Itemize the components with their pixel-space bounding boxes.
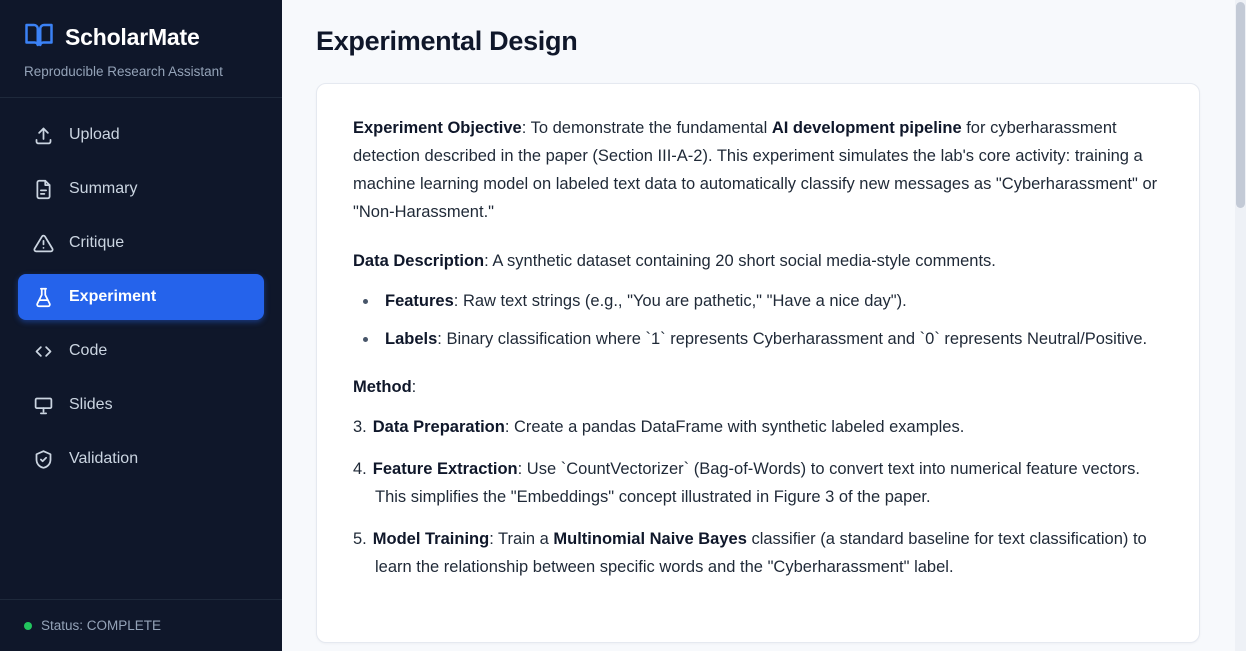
vertical-scrollbar[interactable] [1235,0,1246,651]
sidebar-item-validation[interactable] [18,436,264,482]
brand-subtitle: Reproducible Research Assistant [24,64,223,79]
step-text-before: : Train a [489,530,554,548]
experiment-objective-highlight: AI development pipeline [771,119,962,137]
document-icon [32,178,54,200]
page-title: Experimental Design [316,26,578,56]
bullet-label: Features [385,292,454,310]
book-icon [24,20,54,55]
step-number: 3. [353,418,367,436]
bullet-text: : Raw text strings (e.g., "You are pathetic," "Have a nice day"). [453,292,907,310]
code-brackets-icon [32,340,54,362]
sidebar-item-code[interactable] [18,328,264,374]
experiment-objective-paragraph [353,114,1163,226]
step-label: Model Training [372,530,490,548]
data-description-paragraph [353,247,1163,275]
status-dot-icon [24,622,32,630]
sidebar [0,0,282,651]
sidebar-item-upload[interactable] [18,112,264,158]
step-text-after: classifier (a standard baseline for text classification) to learn the relationship between specific words and the "Cyberharassment" label. [375,530,1147,576]
data-description-label: Data Description [353,252,485,270]
flask-icon [32,286,54,308]
sidebar-item-label: Validation [69,450,139,467]
step-text: : Use `CountVectorizer` (Bag-of-Words) to convert text into numerical feature vectors. This simplifies the "Embeddings" concept illustrated in Figure 3 of the paper. [375,460,1140,506]
upload-icon [32,124,54,146]
list-item [353,413,1163,441]
sidebar-item-critique[interactable] [18,220,264,266]
scrollbar-thumb[interactable] [1236,2,1245,208]
status-label: Status: COMPLETE [41,618,162,633]
sidebar-item-experiment[interactable] [18,274,264,320]
sidebar-item-slides[interactable] [18,382,264,428]
step-number: 5. [353,530,367,548]
sidebar-item-label: Summary [69,180,138,197]
method-step-list [353,413,1163,581]
experiment-objective-text-1: : To demonstrate the fundamental [521,119,772,137]
list-item [379,325,1163,353]
data-bullet-list [353,287,1163,353]
list-item [379,287,1163,315]
sidebar-item-label: Slides [69,396,113,413]
sidebar-item-summary[interactable] [18,166,264,212]
presentation-icon [32,394,54,416]
step-emphasis: Multinomial Naive Bayes [553,530,747,548]
brand-title: ScholarMate [65,24,200,50]
method-suffix: : [411,378,417,396]
sidebar-item-label: Upload [69,126,120,143]
experiment-design-card [316,83,1200,643]
data-description-text: : A synthetic dataset containing 20 short social media-style comments. [484,252,996,270]
bullet-label: Labels [385,330,438,348]
step-text: : Create a pandas DataFrame with synthetic labeled examples. [504,418,965,436]
step-number: 4. [353,460,367,478]
sidebar-item-label: Critique [69,234,125,251]
bullet-text: : Binary classification where `1` represents Cyberharassment and `0` represents Neutral/Positive. [437,330,1148,348]
shield-check-icon [32,448,54,470]
sidebar-nav [0,98,282,599]
main-content [282,0,1246,651]
step-label: Feature Extraction [372,460,518,478]
list-item [353,455,1163,511]
warning-triangle-icon [32,232,54,254]
method-label: Method [353,378,412,396]
status-bar [0,599,282,651]
experiment-objective-label: Experiment Objective [353,119,522,137]
brand-header [0,0,282,98]
list-item [353,525,1163,581]
step-label: Data Preparation [372,418,505,436]
method-heading [353,373,1163,401]
experiment-objective-text-2: for cyberharassment detection described in the paper (Section III-A-2). This experiment simulates the lab's core activity: training a machine learning model on labeled text data to automatically classify new messages as "Cyberharassment" or "Non-Harassment." [353,119,1158,221]
sidebar-item-label: Code [69,342,108,359]
sidebar-item-label: Experiment [69,288,157,305]
